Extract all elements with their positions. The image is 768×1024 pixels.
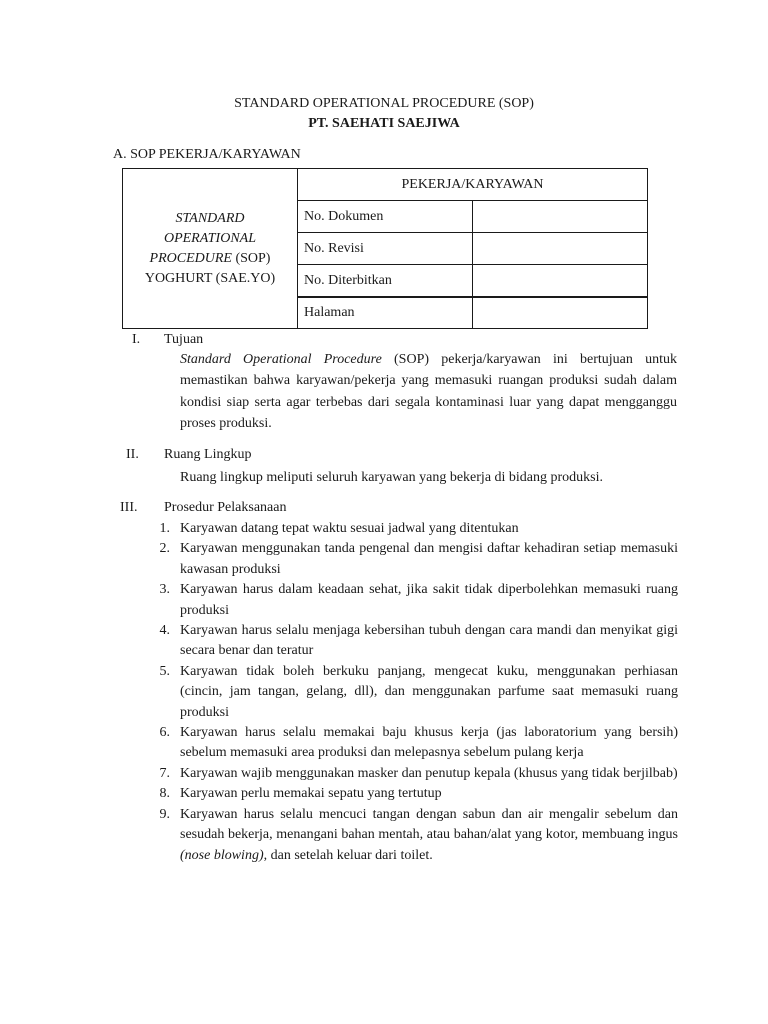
document-title: STANDARD OPERATIONAL PROCEDURE (SOP) [234, 96, 534, 111]
sop-title-cell [123, 169, 298, 329]
row-value-halaman [473, 297, 648, 329]
row-label-halaman: Halaman [298, 297, 473, 329]
list-item [150, 519, 678, 539]
sop-title-normal-3: (SOP) [231, 250, 271, 266]
list-item-number: 7. [159, 765, 170, 781]
section-1-title: Tujuan [164, 332, 204, 347]
section-2-number: II. [126, 447, 139, 462]
list-item-text: Karyawan datang tepat waktu sesuai jadwal yang ditentukan [180, 521, 519, 536]
list-item-text: Karyawan harus selalu memakai baju khusus kerja (jas laboratorium yang bersih) sebelum memasuki area produksi dan melepasnya sebelum pulang kerja [180, 725, 678, 761]
list-item-number: 8. [159, 786, 170, 802]
list-item-text-b: , dan setelah keluar dari toilet. [263, 847, 433, 863]
list-item-text: Karyawan harus selalu menjaga kebersihan tubuh dengan cara mandi dan menyikat gigi secara benar dan teratur [180, 623, 678, 659]
row-value-dokumen [473, 201, 648, 233]
list-item-number: 9. [159, 806, 170, 822]
list-item-number: 4. [159, 623, 170, 639]
list-item-number: 5. [159, 663, 170, 679]
row-value-revisi [473, 233, 648, 265]
list-item [150, 580, 678, 621]
procedure-list [150, 519, 678, 866]
tujuan-italic: Standard Operational Procedure [180, 352, 382, 367]
section-1-number: I. [132, 332, 141, 347]
list-item-text: Karyawan tidak boleh berkuku panjang, mengecat kuku, menggunakan perhiasan (cincin, jam tangan, gelang, dll), dan menggunakan parfume saat memasuki ruang produksi [180, 663, 678, 720]
list-item [150, 764, 678, 784]
list-item [150, 621, 678, 662]
list-item-number: 6. [159, 725, 170, 741]
list-item-number: 1. [159, 521, 170, 536]
table-header-cell: PEKERJA/KARYAWAN [298, 169, 648, 201]
list-item-text-a: Karyawan harus selalu mencuci tangan dengan sabun dan air mengalir sebelum dan sesudah bekerja, menangani bahan mentah, atau bahan/alat yang kotor, membuang ingus [180, 806, 678, 843]
row-label-dokumen: No. Dokumen [298, 201, 473, 233]
list-item-text: Karyawan harus dalam keadaan sehat, jika sakit tidak diperbolehkan memasuki ruang produksi [180, 582, 678, 618]
ruang-lingkup-paragraph: Ruang lingkup meliputi seluruh karyawan yang bekerja di bidang produksi. [180, 470, 604, 485]
sop-title-italic-1: STANDARD [175, 210, 245, 226]
section-2-title: Ruang Lingkup [164, 447, 252, 462]
list-item-text: Karyawan wajib menggunakan masker dan penutup kepala (khusus yang tidak berjilbab) [180, 765, 678, 781]
tujuan-paragraph [180, 349, 677, 434]
section-3-title: Prosedur Pelaksanaan [164, 500, 287, 515]
list-item-number: 2. [159, 541, 170, 557]
list-item-number: 3. [159, 582, 170, 598]
tujuan-text: (SOP) pekerja/karyawan ini bertujuan untuk memastikan bahwa karyawan/pekerja yang memasuki ruangan produksi sudah dalam kondisi siap serta agar terbebas dari segala kontaminasi luar yang dapat mengganggu proses produksi. [180, 352, 677, 431]
sop-info-table [122, 168, 648, 329]
row-value-diterbitkan [473, 265, 648, 298]
sop-title-italic-3: PROCEDURE [149, 250, 232, 266]
row-label-revisi: No. Revisi [298, 233, 473, 265]
list-item-text-italic: (nose blowing) [180, 847, 264, 863]
row-label-diterbitkan: No. Diterbitkan [298, 265, 473, 298]
list-item-text: Karyawan menggunakan tanda pengenal dan mengisi daftar kehadiran setiap memasuki kawasan produksi [180, 541, 678, 577]
list-item [150, 723, 678, 764]
list-item [150, 784, 678, 804]
section-3-number: III. [120, 500, 138, 515]
sop-title-italic-2: OPERATIONAL [163, 230, 257, 246]
section-a-heading: A. SOP PEKERJA/KARYAWAN [113, 147, 301, 162]
list-item-text: Karyawan perlu memakai sepatu yang tertutup [180, 786, 442, 802]
list-item [150, 539, 678, 580]
list-item [150, 662, 678, 723]
list-item [150, 805, 678, 866]
company-name: PT. SAEHATI SAEJIWA [308, 116, 460, 131]
sop-title-product: YOGHURT (SAE.YO) [144, 270, 276, 286]
